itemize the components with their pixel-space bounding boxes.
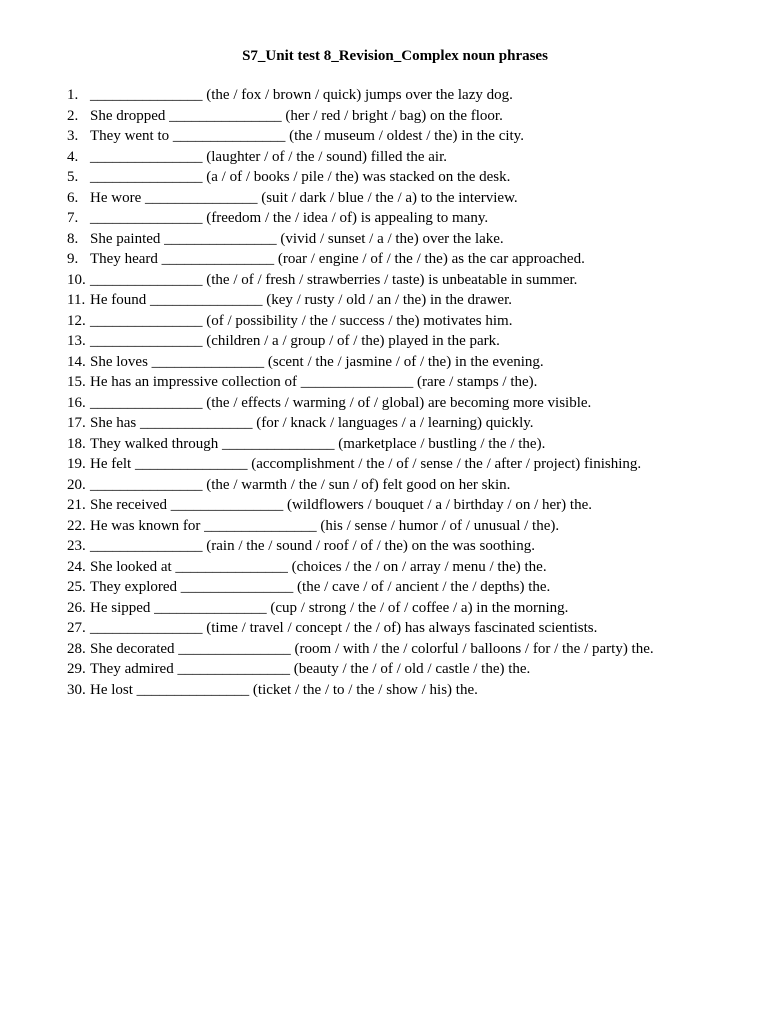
exercise-sentence: He wore _______________ (suit / dark / blue / the / a) to the interview. xyxy=(90,189,518,206)
exercise-item xyxy=(67,126,654,147)
exercise-sentence: They explored _______________ (the / cave / of / ancient / the / depths) the. xyxy=(90,579,551,595)
exercise-sentence: They went to _______________ (the / museum / oldest / the) in the city. xyxy=(90,128,524,144)
exercise-item xyxy=(67,208,654,229)
exercise-number: 15. xyxy=(67,374,86,390)
exercise-number: 2. xyxy=(67,107,79,124)
exercise-item xyxy=(67,249,654,270)
exercise-number: 25. xyxy=(67,579,86,595)
exercise-number: 20. xyxy=(67,476,86,493)
exercise-number: 5. xyxy=(67,169,79,185)
exercise-item xyxy=(67,229,654,250)
exercise-sentence: _______________ (a / of / books / pile / the) was stacked on the desk. xyxy=(90,169,511,185)
exercise-number: 3. xyxy=(67,128,79,144)
exercise-item xyxy=(67,454,654,475)
exercise-sentence: _______________ (freedom / the / idea / of) is appealing to many. xyxy=(90,210,489,226)
exercise-number: 26. xyxy=(67,599,86,616)
document-title: S7_Unit test 8_Revision_Complex noun phrases xyxy=(242,48,548,64)
exercise-sentence: _______________ (the / effects / warming / of / global) are becoming more visible. xyxy=(90,394,592,411)
exercise-sentence: _______________ (rain / the / sound / roof / of / the) on the was soothing. xyxy=(90,538,535,554)
exercise-sentence: _______________ (laughter / of / the / sound) filled the air. xyxy=(90,148,448,165)
exercise-number: 9. xyxy=(67,251,79,267)
exercise-item xyxy=(67,618,654,639)
exercise-item xyxy=(67,147,654,168)
exercise-sentence: _______________ (the / fox / brown / quick) jumps over the lazy dog. xyxy=(90,87,513,103)
exercise-number: 11. xyxy=(67,292,86,308)
exercise-item xyxy=(67,85,654,106)
exercise-sentence: _______________ (the / warmth / the / sun / of) felt good on her skin. xyxy=(90,476,511,493)
exercise-item xyxy=(67,393,654,414)
exercise-item xyxy=(67,372,654,393)
exercise-number: 30. xyxy=(67,681,86,698)
exercise-item xyxy=(67,434,654,455)
exercise-sentence: He lost _______________ (ticket / the / to / the / show / his) the. xyxy=(90,681,478,698)
exercise-sentence: _______________ (of / possibility / the / success / the) motivates him. xyxy=(90,312,513,329)
exercise-sentence: She received _______________ (wildflowers / bouquet / a / birthday / on / her) the. xyxy=(90,497,592,513)
exercise-item xyxy=(67,680,654,701)
exercise-item xyxy=(67,639,654,660)
exercise-list xyxy=(67,85,654,700)
exercise-number: 10. xyxy=(67,271,86,288)
exercise-number: 21. xyxy=(67,497,86,513)
exercise-item xyxy=(67,270,654,291)
exercise-item xyxy=(67,167,654,188)
exercise-sentence: _______________ (the / of / fresh / strawberries / taste) is unbeatable in summer. xyxy=(90,271,578,288)
exercise-sentence: _______________ (children / a / group / of / the) played in the park. xyxy=(90,333,500,349)
exercise-sentence: She has _______________ (for / knack / languages / a / learning) quickly. xyxy=(90,415,534,431)
exercise-number: 23. xyxy=(67,538,86,554)
exercise-number: 14. xyxy=(67,353,86,370)
exercise-item xyxy=(67,106,654,127)
exercise-number: 28. xyxy=(67,640,86,657)
exercise-sentence: He has an impressive collection of _______________ (rare / stamps / the). xyxy=(90,374,538,390)
exercise-number: 13. xyxy=(67,333,86,349)
exercise-sentence: He sipped _______________ (cup / strong / the / of / coffee / a) in the morning. xyxy=(90,599,569,616)
exercise-number: 8. xyxy=(67,230,79,247)
exercise-item xyxy=(67,188,654,209)
exercise-item xyxy=(67,516,654,537)
exercise-number: 19. xyxy=(67,456,86,472)
exercise-sentence: They walked through _______________ (marketplace / bustling / the / the). xyxy=(90,435,546,452)
exercise-item xyxy=(67,311,654,332)
exercise-sentence: He felt _______________ (accomplishment / the / of / sense / the / after / project) finishing. xyxy=(90,456,642,472)
exercise-sentence: She loves _______________ (scent / the / jasmine / of / the) in the evening. xyxy=(90,353,544,370)
exercise-sentence: She decorated _______________ (room / with / the / colorful / balloons / for / the / party) the. xyxy=(90,640,654,657)
exercise-number: 1. xyxy=(67,87,79,103)
exercise-item xyxy=(67,331,654,352)
exercise-sentence: He found _______________ (key / rusty / old / an / the) in the drawer. xyxy=(90,292,513,308)
exercise-item xyxy=(67,557,654,578)
exercise-number: 17. xyxy=(67,415,86,431)
exercise-sentence: She painted _______________ (vivid / sunset / a / the) over the lake. xyxy=(90,230,504,247)
exercise-item xyxy=(67,475,654,496)
exercise-item xyxy=(67,413,654,434)
exercise-number: 29. xyxy=(67,661,86,677)
exercise-sentence: They admired _______________ (beauty / the / of / old / castle / the) the. xyxy=(90,661,531,677)
exercise-item xyxy=(67,290,654,311)
exercise-number: 16. xyxy=(67,394,86,411)
exercise-sentence: She looked at _______________ (choices / the / on / array / menu / the) the. xyxy=(90,558,547,575)
exercise-item xyxy=(67,352,654,373)
exercise-number: 22. xyxy=(67,517,86,534)
exercise-item xyxy=(67,577,654,598)
exercise-item xyxy=(67,598,654,619)
exercise-number: 4. xyxy=(67,148,79,165)
exercise-number: 18. xyxy=(67,435,86,452)
exercise-number: 6. xyxy=(67,189,79,206)
exercise-sentence: He was known for _______________ (his / sense / humor / of / unusual / the). xyxy=(90,517,560,534)
exercise-item xyxy=(67,495,654,516)
exercise-number: 7. xyxy=(67,210,79,226)
exercise-number: 27. xyxy=(67,620,86,636)
exercise-number: 24. xyxy=(67,558,86,575)
exercise-sentence: _______________ (time / travel / concept / the / of) has always fascinated scientists. xyxy=(90,620,598,636)
exercise-sentence: They heard _______________ (roar / engine / of / the / the) as the car approached. xyxy=(90,251,585,267)
exercise-number: 12. xyxy=(67,312,86,329)
exercise-item xyxy=(67,659,654,680)
exercise-item xyxy=(67,536,654,557)
exercise-sentence: She dropped _______________ (her / red / bright / bag) on the floor. xyxy=(90,107,503,124)
